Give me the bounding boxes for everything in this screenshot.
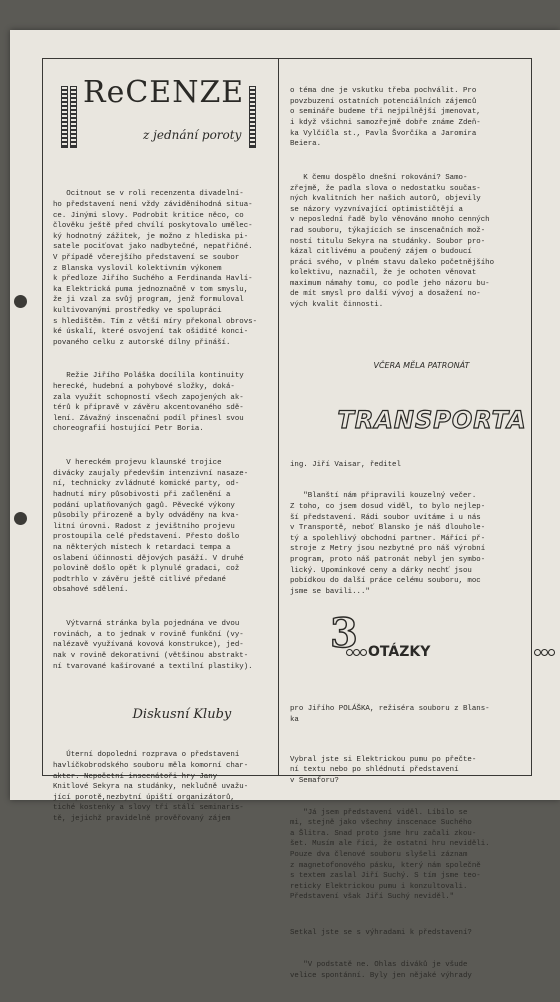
decorative-bars-right bbox=[249, 86, 258, 153]
patron-handwritten: VČERA MĚLA PATRONÁT bbox=[373, 361, 470, 371]
patron-speaker: ing. Jiří Vaisar, ředitel bbox=[290, 460, 401, 469]
punch-hole bbox=[14, 512, 27, 525]
answer-text: "Já jsem představení viděl. Líbilo se mi, stejně jako všechny inscenace Suchého a Šlitra. Snad proto jsme hru začali zkou- šet. Musím ale říci, že ostatní hru neviděli. Pouze dva členové souboru slyšeli záznam z magnetofonového pásku, který nám společně s textem zaslal Jiří Suchý. S tím jsme teo- reticky Elektrickou pumu i konzultovali. Představení však Jiří Suchý neviděl." bbox=[290, 808, 490, 902]
review-paragraph: Výtvarná stránka byla pojednána ve dvou rovinách, a to jednak v rovině funkční (vy- nalézavě využívaná kovová konstrukce), jed- nak v rovině dekorativní (většinou abstrakt- ní tvarované kašírované a textilní plastiky). bbox=[53, 620, 253, 671]
transporta-logo: TRANSPORTA bbox=[337, 406, 527, 434]
question-text: Vybral jste si Elektrickou pumu po přečte- ní textu nebo po shlédnutí představení v Semaforu? bbox=[290, 755, 477, 785]
clubs-header bbox=[53, 693, 273, 729]
intro-paragraph: o téma dne je vskutku třeba pochválit. Pro povzbuzení ostatních potenciálních zájemců o semináře budeme tři nejpilnější jmenovat, i když všichni samozřejmě dobře známe Zdeň- ka Vylčíčla st., Pavla Švorčíka a Jaromíra Beiera. bbox=[290, 87, 481, 149]
review-paragraph: Ocitnout se v roli recenzenta divadelní- ho představení není vždy záviděníhodná situa- ce. Jinými slovy. Podrobit kritice něco, co člověku ještě před chvílí poskytovalo umělec- ký hodnotný zážitek, je možno z hlediska pi- satele pociťovat jako nadbytečné, nepatřičné. V případě včerejšího představení se soubor z Blanska vyslovil kolektivním výkonem k předloze Jiřího Suchého a Ferdinanda Havlí- ka Elektrická puma jednoznačně v tom smyslu, že ji vzal za svůj program, jenž formuloval kultivovanými prostředky ve spolupráci s hledištěm. Tím z větší míry překonal obrovs- ké úskalí, které osvojení tak ošidité konci- povaného celku z autorské dílny přináší. bbox=[53, 190, 258, 347]
page-title: ReCENZE bbox=[83, 75, 245, 111]
review-paragraph: Režie Jiřího Poláška docílila kontinuity herecké, hudební a pohybové složky, doká- zala využít schopností všech zapojených ak- térů k přípravě v závěru akcentovaného sdě- lení. Závažný inscenační podíl přinesl svou choreografií hostující Petr Boria. bbox=[53, 372, 244, 434]
questions-number: 3 bbox=[330, 610, 358, 658]
patron-logo bbox=[290, 404, 526, 434]
punch-hole bbox=[14, 295, 27, 308]
patron-quote: "Blanští nám připravili kouzelný večer. Z toho, co jsem dosud viděl, to bylo nejlep- ší představení. Rádi soubor uvítáme i u nás v Transportě, neboť Blansko je náš dlouhole- tý a spolehlivý obchodní partner. Mářící př- stroje z Metry jsou nezbytné pro náš výrobní program, proto náš patronát nebyl jen symbo- lický. Upomínkové ceny a dárky nechť jsou pobídkou do další práce celému souboru, moc jsme se bavili..." bbox=[290, 492, 486, 596]
newspaper-page bbox=[10, 30, 560, 980]
recenze-header bbox=[53, 75, 273, 168]
clubs-heading: Diskusní Kluby bbox=[132, 706, 232, 722]
page-subtitle: z jednání poroty bbox=[143, 128, 242, 143]
page-frame bbox=[42, 58, 532, 980]
answer-text: "V podstatě ne. Ohlas diváků je všude velice spontánní. Byly jen nějaké výhrady bbox=[290, 960, 472, 980]
bead-ornament bbox=[302, 637, 310, 672]
column-divider bbox=[278, 59, 279, 775]
right-column bbox=[290, 59, 526, 1002]
questions-word: OTÁZKY bbox=[368, 644, 431, 661]
review-paragraph: V hereckém projevu klaunské trojice divácky zaujaly především intenzivní nasaze- ní, technicky zvládnuté komické party, od- hadnutí míry působivosti při začlenění a podání uplatňovaných gagů. Pěvecké výkony působily přirozeně a byly odváděny na kva- litní úrovni. Radost z jevištního projevu prostoupila celé představení. Přesto došlo na některých místech k retardaci tempa a oslabení účinnosti dějových pasáží. V druhé polovině došlo opět k plynulé gradaci, což podtrhlo v závěru ještě citlivé předané obsahové sdělení. bbox=[53, 459, 249, 595]
decorative-bars-left bbox=[61, 86, 79, 153]
left-column bbox=[53, 59, 273, 846]
questions-target: pro Jiřího POLÁŠKA, režiséra souboru z Blans- ka bbox=[290, 705, 490, 724]
clubs-paragraph: Úterní dopolední rozprava o představení havlíčkobrodského souboru měla komorní char- akter. Nepočetní inscenátoři hry Jany Knitlové Sekyra na studánky, neklučně uvažu- jící porotě,nezbytní úpiští organizátorů, tiché kostenky a slovy tří stálí seminaris- tě, jejichž pravidelně prověřovaný zájem bbox=[53, 751, 249, 824]
intro-paragraph: K čemu dospělo dnešní rokování? Samo- zřejmě, že padla slova o nedostatku součas- ných kvalitních her našich autorů, objevily se názory vyzvnívající optimističtějí a v neposlední řadě bylo věnováno mnoho cenných rad souboru, týkajících se inscenačních mož- ností titulu Sekyra na studánky. Soubor pro- kázal citlivému a poučený zájem o budoucí práci svého, v plném stavu daleko početnějšího kolektivu, naznačil, že je ochoten věnovat maximum námahy tomu, co podle jeho názoru bu- de mít smysl pro další vývoj a dosažení no- vých kvalit činnosti. bbox=[290, 173, 495, 310]
bead-ornament bbox=[490, 637, 498, 672]
questions-header bbox=[290, 610, 526, 683]
question-text: Setkal jste se s výhradami k představení? bbox=[290, 929, 472, 938]
